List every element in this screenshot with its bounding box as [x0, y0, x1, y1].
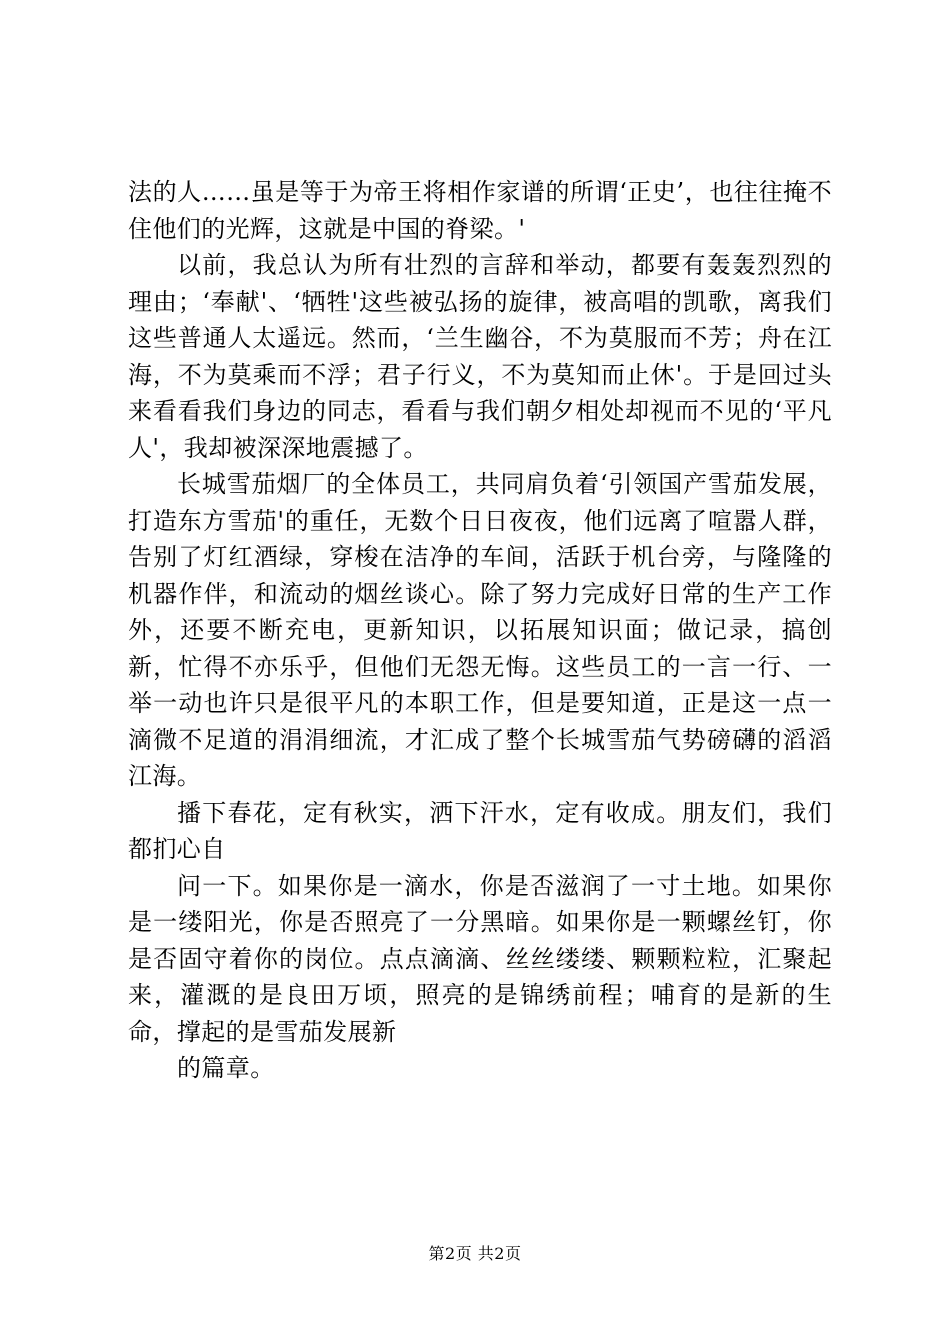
page-number-footer: 第2页 共2页: [428, 1244, 522, 1263]
paragraph-self-question: 问一下。如果你是一滴水，你是否滋润了一寸土地。如果你是一缕阳光，你是否照亮了一分黑暗。如果你是一颗螺丝钉，你是否固守着你的岗位。点点滴滴、丝丝缕缕、颗颗粒粒，汇聚起来，灌溉的是良田万顷，照亮的是锦绣前程；哺育的是新的生命，撑起的是雪茄发展新: [128, 871, 832, 1046]
document-body: [128, 174, 832, 1087]
paragraph-reflection: 以前，我总认为所有壮烈的言辞和举动，都要有轰轰烈烈的理由；‘奉献'、‘牺牲'这些被弘扬的旋律，被高唱的凯歌，离我们这些普通人太遥远。然而，‘兰生幽谷，不为莫服而不芳；舟在江海，不为莫乘而不浮；君子行义，不为莫知而止休'。于是回过头来看看我们身边的同志，看看与我们朝夕相处却视而不见的‘平凡人'，我却被深深地震撼了。: [128, 251, 832, 462]
paragraph-continuation: 法的人……虽是等于为帝王将相作家谱的所谓‘正史’，也往往掩不住他们的光辉，这就是中国的脊梁。': [128, 178, 832, 243]
paragraph-factory-staff: 长城雪茄烟厂的全体员工，共同肩负着‘引领国产雪茄发展，打造东方雪茄'的重任，无数个日日夜夜，他们远离了喧嚣人群，告别了灯红酒绿，穿梭在洁净的车间，活跃于机台旁，与隆隆的机器作伴，和流动的烟丝谈心。除了努力完成好日常的生产工作外，还要不断充电，更新知识，以拓展知识面；做记录，搞创新，忙得不亦乐乎，但他们无怨无悔。这些员工的一言一行、一举一动也许只是很平凡的本职工作，但是要知道，正是这一点一滴微不足道的涓涓细流，才汇成了整个长城雪茄气势磅礴的滔滔江海。: [128, 470, 832, 790]
paragraph-harvest: 播下春花，定有秋实，洒下汗水，定有收成。朋友们，我们都扪心自: [128, 798, 832, 863]
paragraph-closing: 的篇章。: [177, 1054, 275, 1082]
